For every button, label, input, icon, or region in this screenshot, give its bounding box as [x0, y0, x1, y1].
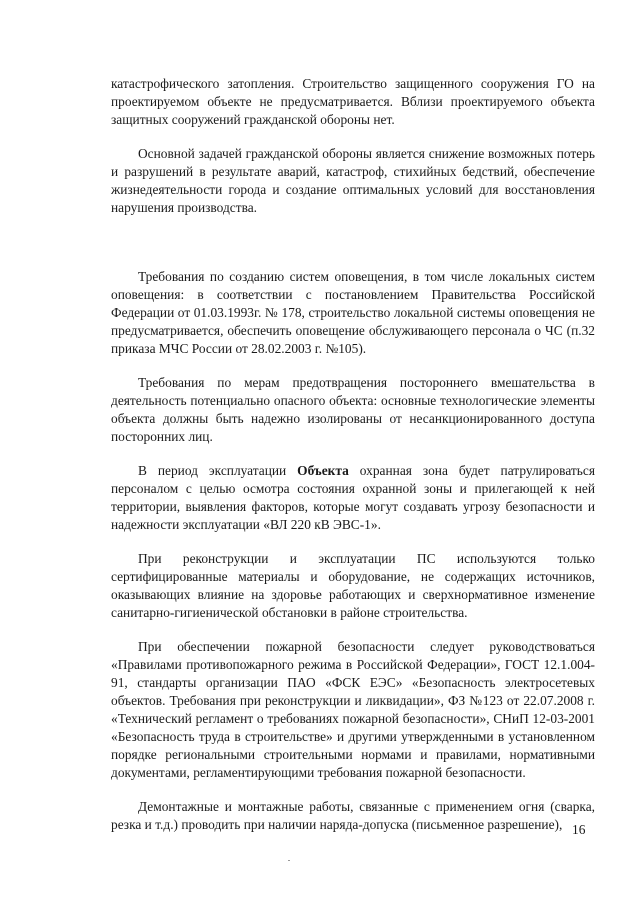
paragraph-6: [111, 550, 595, 622]
text-run: охранная зона будет патрулироваться персоналом с целью осмотра состояния охранной зоны и прилегающей к ней территории, выявления факторов, которые могут создавать угрозу безопасности и надежности эксплуатации «ВЛ 220 кВ ЭВС-1».: [111, 463, 595, 532]
scan-speck: [288, 860, 290, 861]
paragraph-3: [111, 268, 595, 358]
paragraph-4: [111, 374, 595, 446]
paragraph-5: [111, 462, 595, 534]
page-number: 16: [572, 822, 586, 837]
text-run: При обеспечении пожарной безопасности следует руководствоваться «Правилами противопожарного режима в Российской Федерации», ГОСТ 12.1.004-91, стандарты организации ПАО «ФСК ЕЭС» «Безопасность электросетевых объектов. Требования при реконструкции и ликвидации», ФЗ №123 от 22.07.2008 г. «Технический регламент о требованиях пожарной безопасности», СНиП 12-03-2001 «Безопасность труда в строительстве» и другими утвержденными в установленном порядке региональными строительными нормами и правилами, нормативными документами, регламентирующими требования пожарной безопасности.: [111, 639, 595, 780]
text-run: Требования по мерам предотвращения постороннего вмешательства в деятельность потенциально опасного объекта: основные технологические элементы объекта должны быть надежно изолированы от несанкционированного доступа посторонних лиц.: [111, 375, 595, 444]
paragraph-1: [111, 75, 595, 129]
bold-text-run: Объекта: [297, 463, 349, 478]
text-run: Демонтажные и монтажные работы, связанные с применением огня (сварка, резка и т.д.) проводить при наличии наряда-допуска (письменное разрешение),: [111, 799, 595, 832]
page-body: [111, 75, 595, 834]
text-run: Требования по созданию систем оповещения, в том числе локальных систем оповещения: в соответствии с постановлением Правительства Российской Федерации от 01.03.1993г. № 178, строительство локальной системы оповещения не предусматривается, обеспечить оповещение обслуживающего персонала о ЧС (п.32 приказа МЧС России от 28.02.2003 г. №105).: [111, 269, 595, 356]
paragraph-8: [111, 798, 595, 834]
text-run: В период эксплуатации: [138, 463, 298, 478]
paragraph-2: [111, 145, 595, 217]
paragraph-7: [111, 638, 595, 782]
text-run: При реконструкции и эксплуатации ПС используются только сертифицированные материалы и оборудование, не содержащих источников, оказывающих влияние на здоровье работающих и сверхнормативное изменение санитарно-гигиенической обстановки в районе строительства.: [111, 551, 595, 620]
text-run: катастрофического затопления. Строительство защищенного сооружения ГО на проектируемом объекте не предусматривается. Вблизи проектируемого объекта защитных сооружений гражданской обороны нет.: [111, 76, 595, 127]
text-run: Основной задачей гражданской обороны является снижение возможных потерь и разрушений в результате аварий, катастроф, стихийных бедствий, обеспечение жизнедеятельности города и создание оптимальных условий для восстановления нарушения производства.: [111, 146, 595, 215]
